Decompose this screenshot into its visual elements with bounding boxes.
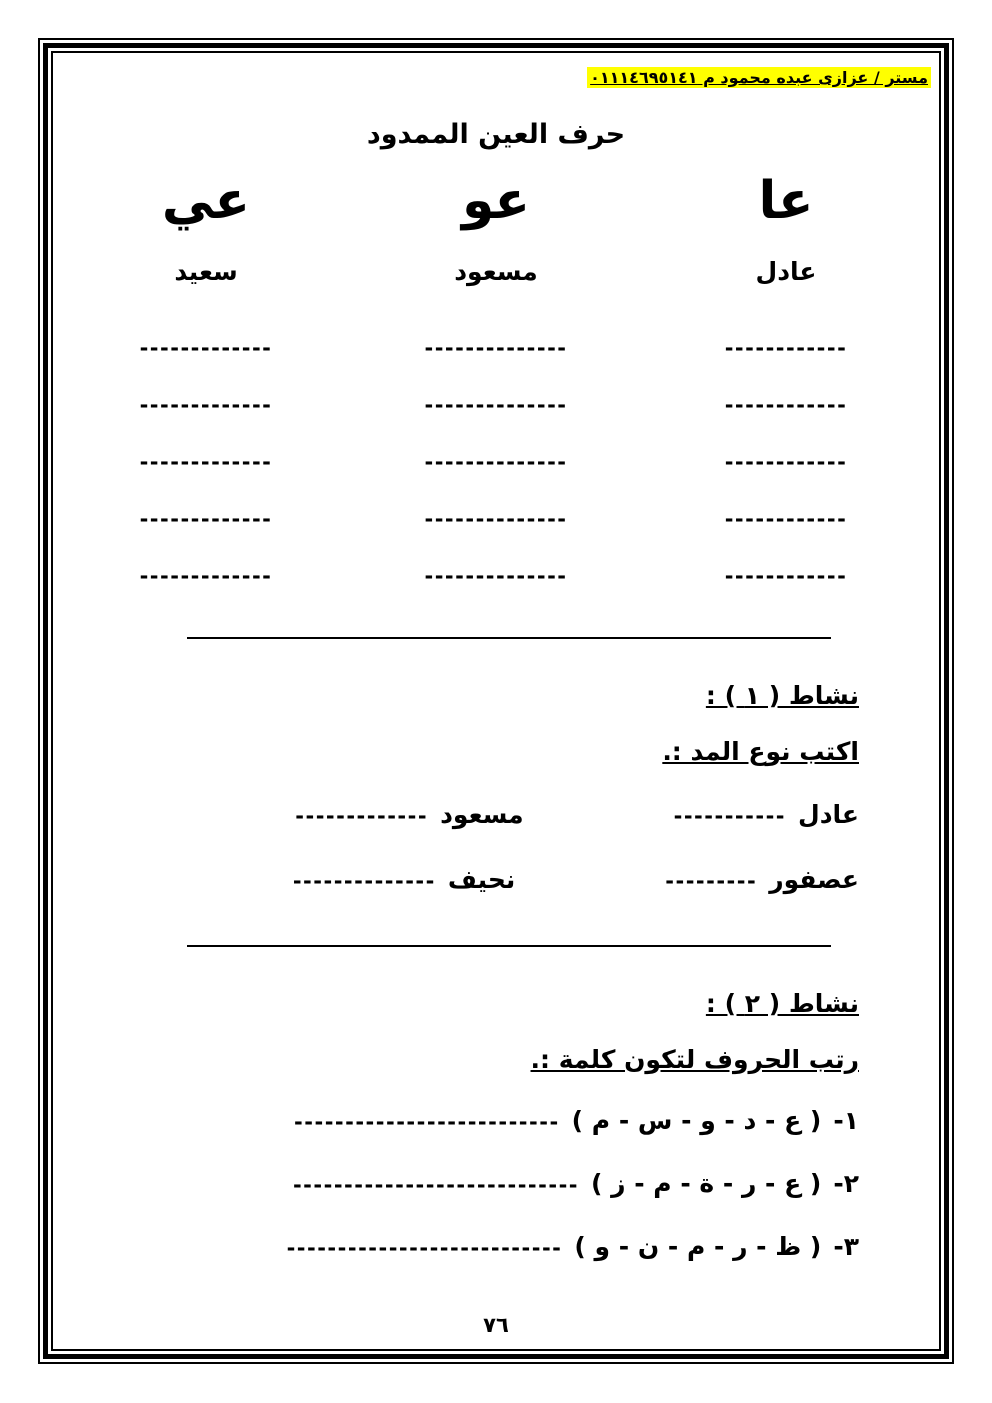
example-word: عادل	[755, 257, 817, 286]
teacher-info: مستر / عزازى عبده محمود م ٠١١١٤٦٩٥١٤١	[587, 67, 931, 88]
activity2-item	[61, 1229, 859, 1266]
example-words-row	[61, 255, 931, 289]
answer-blank: -------------	[295, 804, 429, 828]
header	[61, 65, 931, 91]
page-number: ٧٦	[483, 1313, 509, 1337]
item-number: ١-	[833, 1106, 859, 1135]
madd-type-word: عصفور	[769, 865, 859, 894]
activity1-row	[61, 797, 859, 834]
page-border-outer	[38, 38, 954, 1364]
blank-row	[61, 447, 931, 477]
page-title: حرف العين الممدود	[366, 119, 626, 150]
worksheet-content	[53, 53, 939, 1349]
answer-blank: ------------	[724, 564, 848, 588]
madd-letter-waw: عو	[461, 171, 531, 231]
activity2-instruction: رتب الحروف لتكون كلمة :.	[530, 1045, 859, 1074]
answer-blank: ------------	[724, 507, 848, 531]
item-letters: ( ع - ر - ة - م - ز )	[591, 1169, 822, 1198]
answer-blank: --------------	[424, 336, 568, 360]
divider-line	[187, 637, 831, 639]
item-letters: ( ظ - ر - م - ن - و )	[574, 1232, 822, 1261]
madd-letter-ya: عي	[161, 171, 251, 231]
answer-blank: --------------	[424, 393, 568, 417]
answer-blank: --------------	[424, 564, 568, 588]
madd-type-word: عادل	[798, 800, 859, 829]
blank-row	[61, 504, 931, 534]
activity2-item	[61, 1166, 859, 1203]
answer-blank: ---------------------------	[286, 1236, 563, 1260]
page-border-middle	[43, 43, 949, 1359]
answer-blank: --------------	[424, 507, 568, 531]
word-blank-pair	[293, 862, 515, 899]
page-border-inner	[51, 51, 941, 1351]
answer-blank: --------------------------	[294, 1110, 560, 1134]
answer-blank: -------------	[139, 450, 273, 474]
answer-blank: -------------	[139, 564, 273, 588]
blank-row	[61, 561, 931, 591]
answer-blank: ----------------------------	[292, 1173, 579, 1197]
activity1-heading: نشاط ( ١ ) :	[705, 681, 859, 710]
activity2-heading: نشاط ( ٢ ) :	[705, 989, 859, 1018]
madd-letters-row	[61, 169, 931, 233]
madd-letter-alef: عا	[758, 171, 814, 231]
answer-blank: --------------	[424, 450, 568, 474]
answer-blank: ---------	[665, 869, 758, 893]
answer-blank: ------------	[724, 393, 848, 417]
answer-blank: ------------	[724, 450, 848, 474]
word-blank-pair	[665, 862, 859, 899]
item-number: ٣-	[833, 1232, 859, 1261]
item-letters: ( ع - د - و - س - م )	[571, 1106, 822, 1135]
item-number: ٢-	[833, 1169, 859, 1198]
answer-blank: -----------	[673, 804, 786, 828]
word-blank-pair	[674, 797, 859, 834]
divider-line	[187, 945, 831, 947]
activity2-item	[61, 1103, 859, 1140]
activity1-instruction: اكتب نوع المد :.	[662, 737, 859, 766]
answer-blank: ------------	[724, 336, 848, 360]
madd-type-word: نحيف	[447, 865, 516, 894]
madd-type-word: مسعود	[440, 800, 524, 829]
blank-row	[61, 333, 931, 363]
answer-blank: -------------	[139, 393, 273, 417]
answer-blank: --------------	[292, 869, 436, 893]
blank-row	[61, 390, 931, 420]
example-word: سعيد	[174, 257, 238, 286]
activity1-row	[61, 862, 859, 899]
answer-blank: -------------	[139, 336, 273, 360]
answer-blank: -------------	[139, 507, 273, 531]
example-word: مسعود	[454, 257, 538, 286]
word-blank-pair	[295, 797, 523, 834]
